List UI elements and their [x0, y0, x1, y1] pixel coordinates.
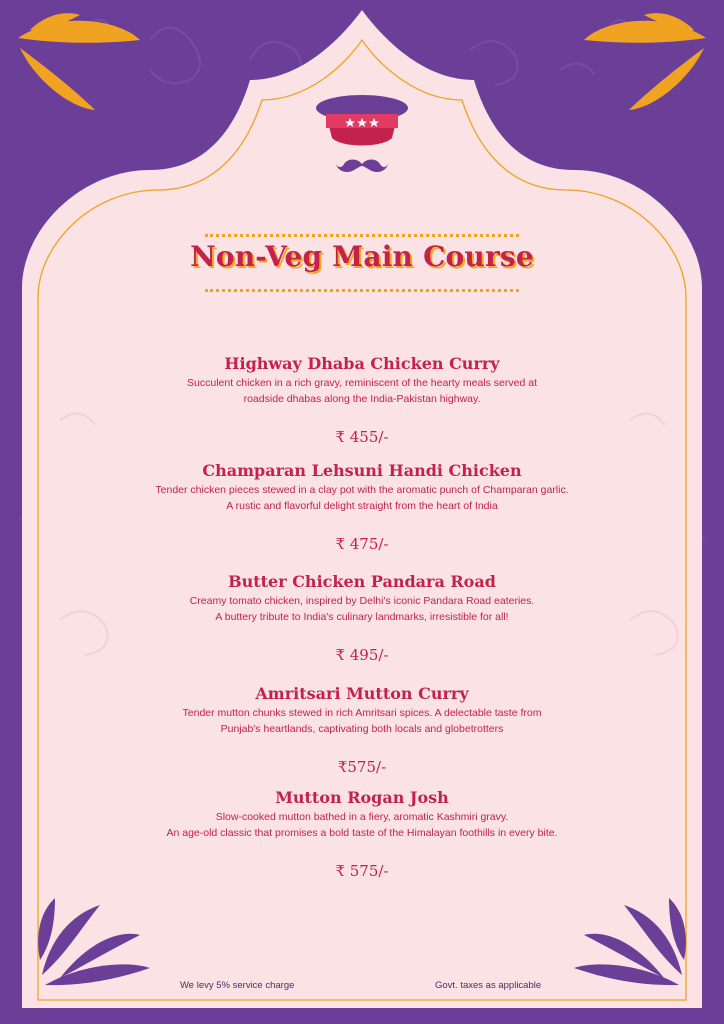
dish-description-line: A buttery tribute to India's culinary landmarks, irresistible for all!	[215, 611, 509, 623]
menu-item	[0, 572, 724, 665]
dish-description-line: A rustic and flavorful delight straight from the heart of India	[226, 500, 498, 512]
dish-description-line: Slow-cooked mutton bathed in a fiery, aromatic Kashmiri gravy.	[215, 811, 509, 823]
taxes-note: Govt. taxes as applicable	[435, 980, 542, 991]
dish-description-line: Creamy tomato chicken, inspired by Delhi's iconic Pandara Road eateries.	[189, 595, 535, 607]
menu-item	[0, 354, 724, 447]
dish-description	[0, 375, 724, 407]
menu-item	[0, 788, 724, 881]
dish-price: ₹ 455/-	[335, 428, 389, 446]
menu-item	[0, 461, 724, 554]
dish-name: Highway Dhaba Chicken Curry	[224, 354, 500, 373]
dish-description-line: Succulent chicken in a rich gravy, reminiscent of the hearty meals served at	[187, 377, 537, 389]
dish-description	[0, 593, 724, 625]
dish-price: ₹ 475/-	[335, 535, 389, 553]
dish-description-line: An age-old classic that promises a bold taste of the Himalayan foothills in every bite.	[166, 827, 558, 839]
dish-description	[0, 809, 724, 841]
dish-description-line: Punjab's heartlands, captivating both locals and globetrotters	[220, 723, 504, 735]
dish-price: ₹ 575/-	[335, 862, 389, 880]
dish-price: ₹ 495/-	[335, 646, 389, 664]
title-divider-top	[205, 234, 519, 237]
title-divider-bottom	[205, 289, 519, 292]
dish-name: Mutton Rogan Josh	[275, 788, 449, 807]
dish-description-line: Tender chicken pieces stewed in a clay pot with the aromatic punch of Champaran garlic.	[155, 484, 569, 496]
chef-cap-mustache-logo	[312, 92, 412, 182]
menu-item	[0, 684, 724, 777]
dish-name: Butter Chicken Pandara Road	[228, 572, 496, 591]
dish-description	[0, 705, 724, 737]
dish-name: Champaran Lehsuni Handi Chicken	[202, 461, 522, 480]
dish-description-line: roadside dhabas along the India-Pakistan highway.	[243, 393, 481, 405]
dish-description-line: Tender mutton chunks stewed in rich Amritsari spices. A delectable taste from	[182, 707, 542, 719]
dish-description	[0, 482, 724, 514]
dish-price: ₹575/-	[337, 758, 387, 776]
dish-name: Amritsari Mutton Curry	[255, 684, 469, 703]
service-charge-note: We levy 5% service charge	[180, 980, 295, 991]
page-title: Non-Veg Main Course	[190, 240, 534, 273]
